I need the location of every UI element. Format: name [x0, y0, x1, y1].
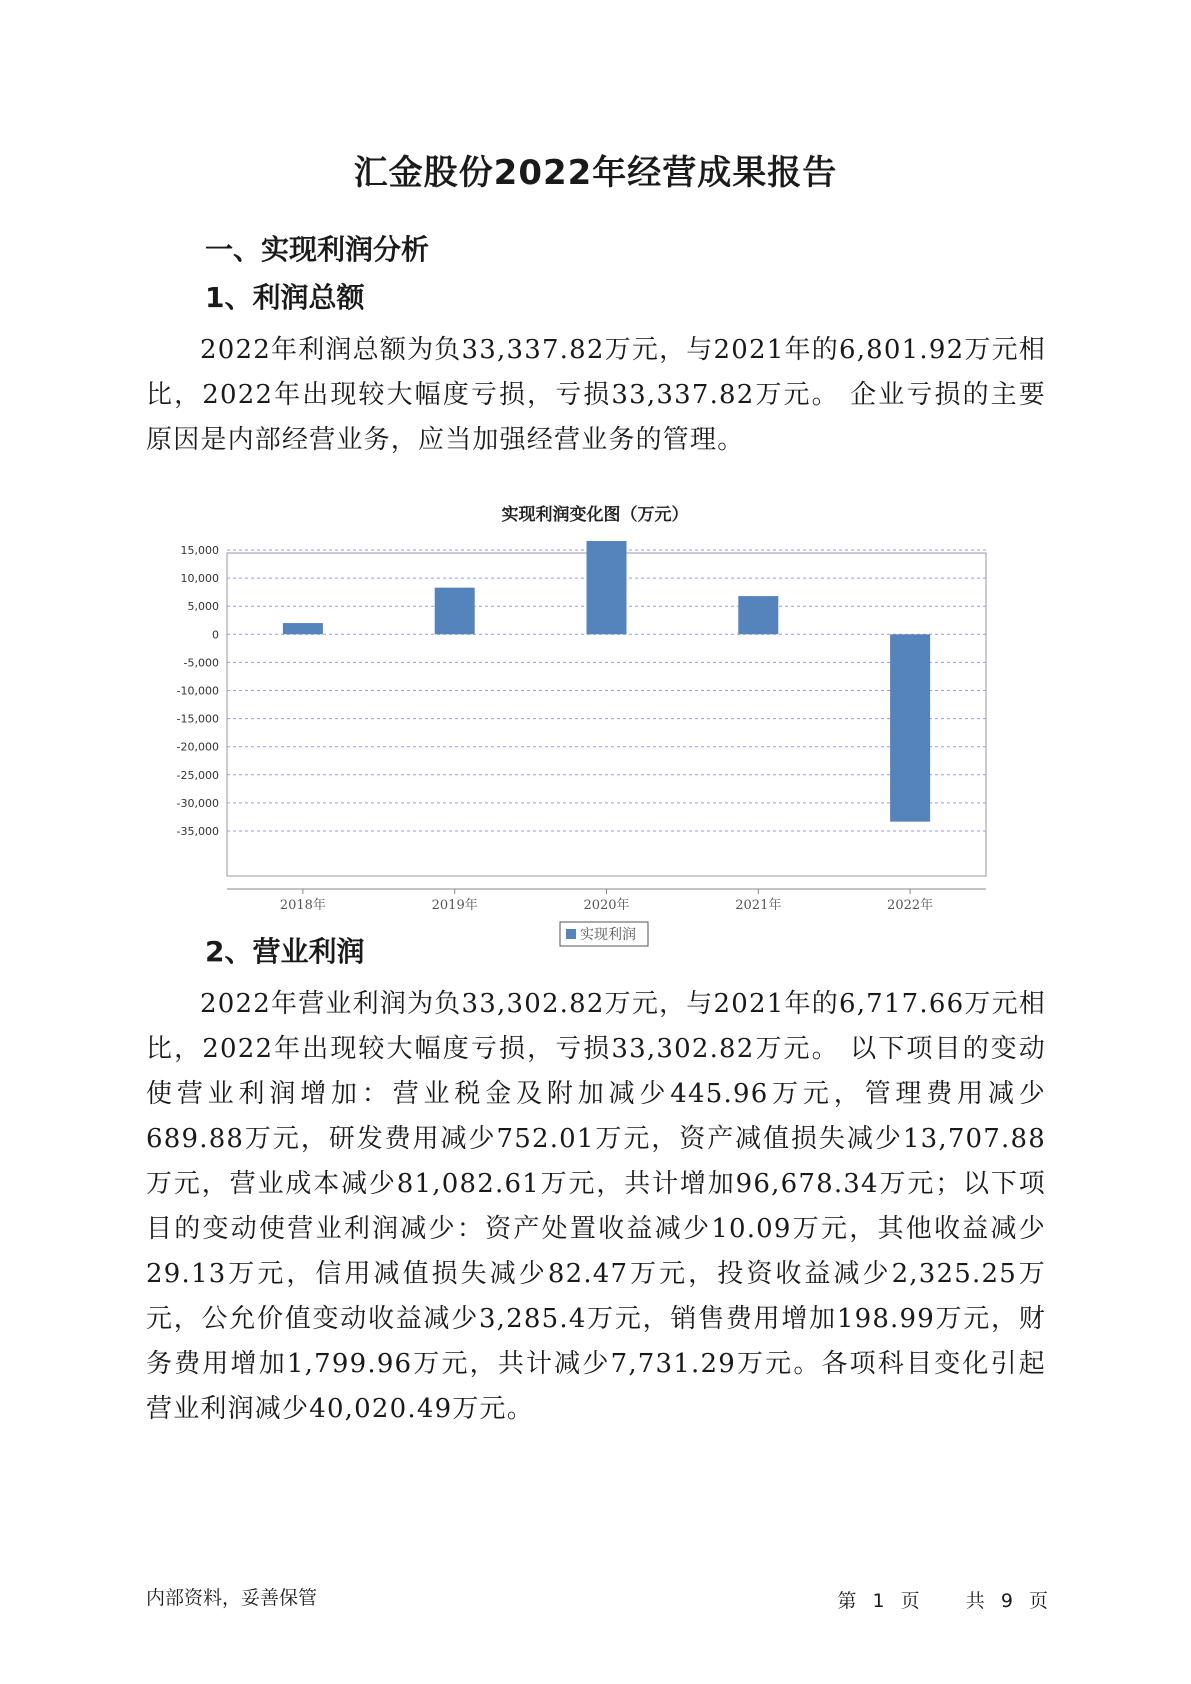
total-label-post: 页 — [1028, 1590, 1048, 1612]
legend-swatch — [566, 929, 576, 939]
legend-label: 实现利润 — [580, 927, 636, 943]
paragraph-operating-profit-text: 2022年营业利润为负33,302.82万元，与2021年的6,717.66万元相比，2022年出现较大幅度亏损，亏损33,302.82万元。 以下项目的变动使营业利润增加：营业税金及附加减少445.96万元，管理费用减少689.88万元，研发费用减少752.01万元，资产减值损失减少13,707.88万元，营业成本减少81,082.61万元，共计增加96,678.34万元；以下项目的变动使营业利润减少：资产处置收益减少10.09万元，其他收益减少29.13万元，信用减值损失减少82.47万元，投资收益减少2,325.25万元，公允价值变动收益减少3,285.4万元，销售费用增加198.99万元，财务费用增加1,799.96万元，共计减少7,731.29万元。各项科目变化引起营业利润减少40,020.49万元。 — [146, 989, 1046, 1424]
y-tick-label: 15,000 — [180, 544, 219, 557]
y-tick-label: 5,000 — [187, 600, 219, 614]
y-tick-label: 10,000 — [180, 572, 219, 586]
y-tick-label: -15,000 — [176, 712, 219, 726]
x-tick-label: 2019年 — [431, 898, 478, 913]
bars — [283, 541, 930, 822]
x-tick-label: 2020年 — [583, 898, 630, 913]
paragraph-operating-profit — [146, 982, 1046, 1432]
footer-page-number — [834, 1586, 1051, 1613]
y-tick-label: -35,000 — [176, 825, 219, 838]
bar-2019年 — [435, 588, 475, 635]
bar-2018年 — [283, 623, 323, 634]
page-label-post: 页 — [900, 1590, 920, 1612]
y-tick-label: -5,000 — [183, 656, 219, 670]
page-title: 汇金股份2022年经营成果报告 — [353, 153, 838, 193]
chart-svg — [160, 500, 1030, 960]
paragraph-total-profit — [146, 328, 1046, 463]
x-tick-labels — [280, 889, 933, 913]
page-num: 1 — [872, 1590, 885, 1612]
legend — [560, 922, 648, 946]
y-tick-label: -25,000 — [176, 768, 219, 782]
y-tick-label: 0 — [212, 628, 219, 642]
total-label-pre: 共 — [965, 1590, 985, 1612]
y-tick-label: -20,000 — [176, 740, 219, 754]
y-tick-label: -30,000 — [176, 796, 219, 810]
bar-2021年 — [738, 596, 778, 634]
profit-bar-chart — [160, 500, 1030, 960]
paragraph-total-profit-text: 2022年利润总额为负33,337.82万元，与2021年的6,801.92万元相比，2022年出现较大幅度亏损，亏损33,337.82万元。 企业亏损的主要原因是内部经营业务，应当加强经营业务的管理。 — [146, 335, 1046, 455]
subsection-heading-total-profit: 1、利润总额 — [205, 281, 365, 314]
bar-2020年 — [587, 541, 627, 634]
footer-confidential-note: 内部资料，妥善保管 — [146, 1587, 318, 1609]
y-tick-labels — [177, 544, 219, 838]
chart-title: 实现利润变化图（万元） — [501, 505, 689, 525]
page-label-pre: 第 — [837, 1590, 857, 1612]
section-heading-profit-analysis: 一、实现利润分析 — [205, 233, 430, 266]
x-tick-label: 2022年 — [887, 898, 934, 913]
subsection-heading-operating-profit: 2、营业利润 — [205, 935, 365, 968]
total-num: 9 — [1000, 1590, 1013, 1612]
y-tick-label: -10,000 — [176, 684, 219, 698]
x-tick-label: 2021年 — [735, 898, 782, 913]
bar-2022年 — [890, 634, 930, 821]
x-tick-label: 2018年 — [279, 898, 326, 913]
